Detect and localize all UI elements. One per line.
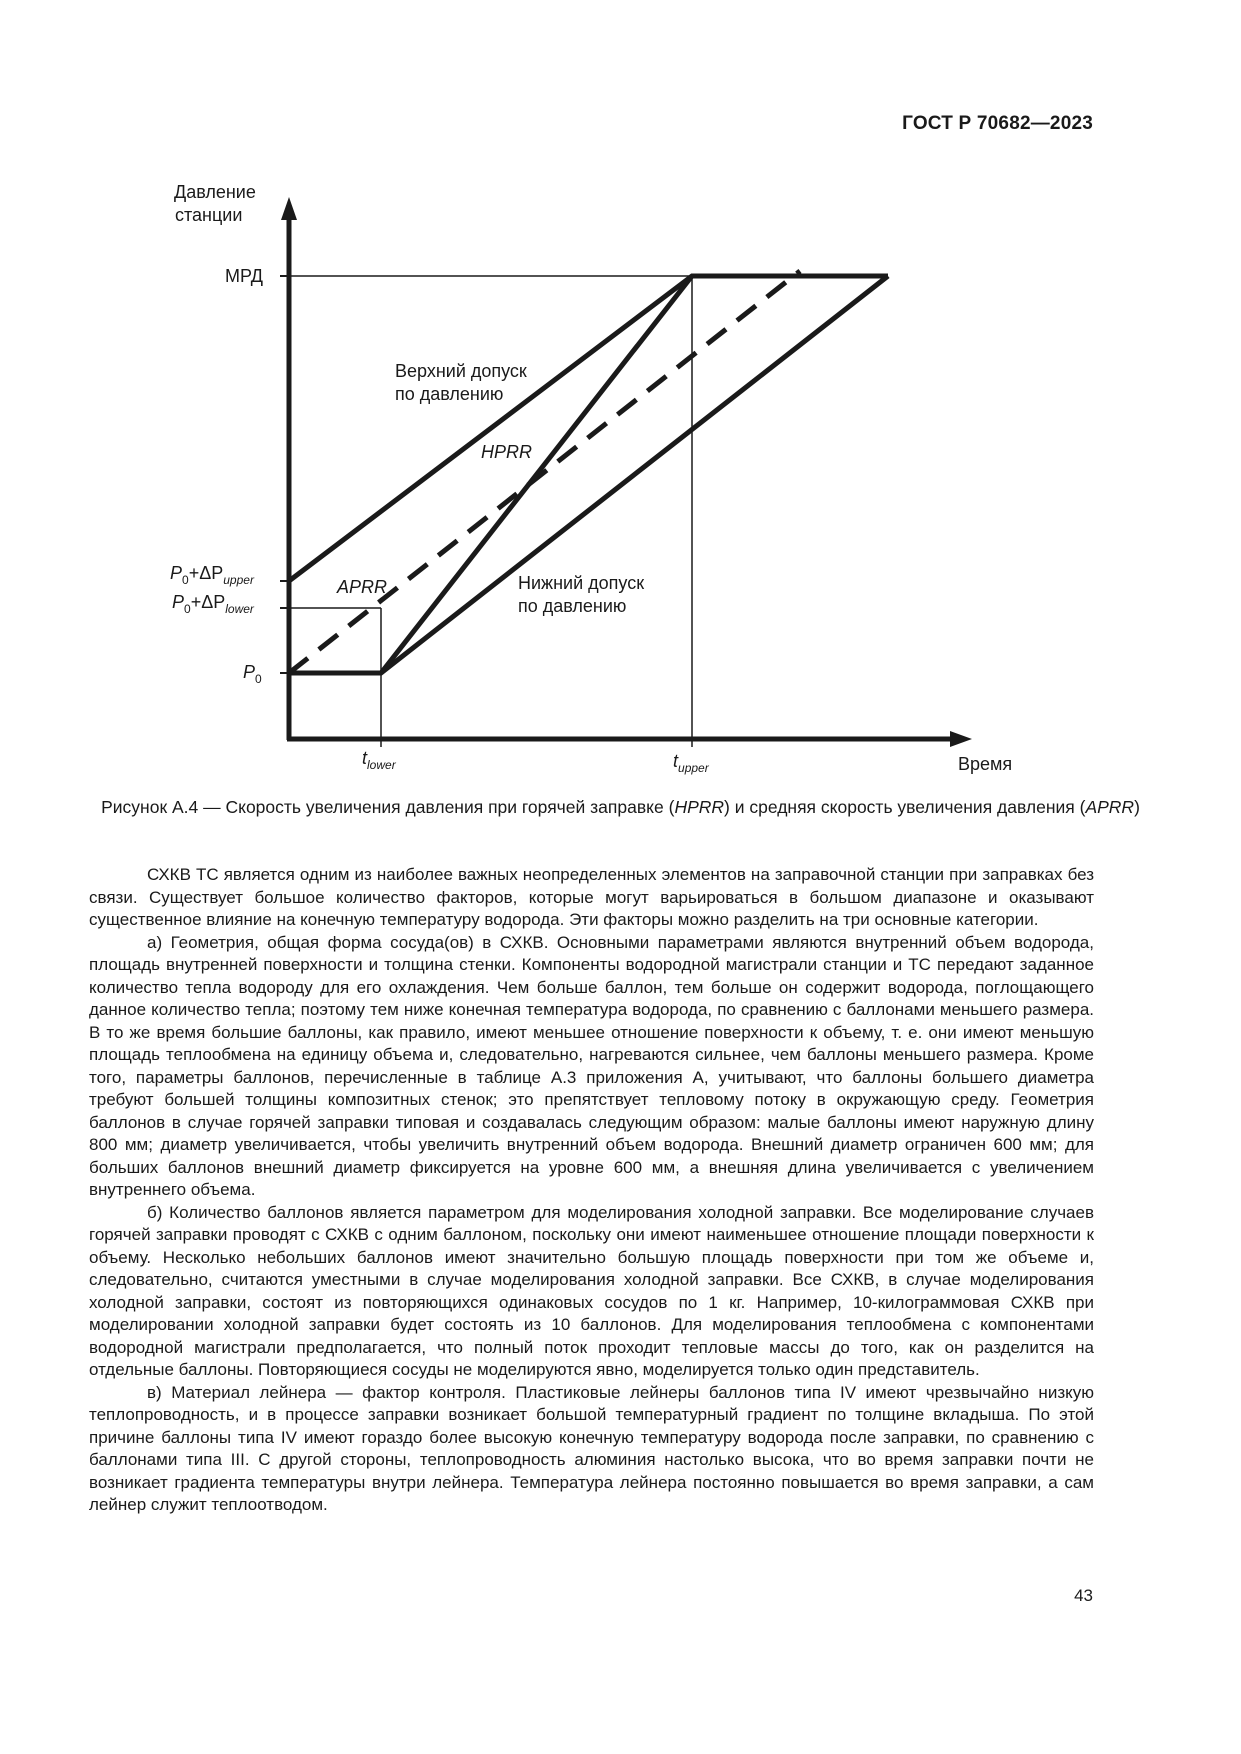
figure-caption: Рисунок А.4 — Скорость увеличения давления при горячей заправке (HPRR) и средняя скорость увеличения давления (APRR) <box>101 797 1140 817</box>
lower-tolerance-label-line1: Нижний допуск <box>518 573 645 593</box>
t-upper-label: $t_{upper}$ <box>673 751 709 775</box>
paragraph-intro: СХКВ ТС является одним из наиболее важных неопределенных элементов на заправочной станции при заправках без связи. Существует большое количество факторов, которые могут варьироваться в большом диапазоне и оказывают существенное влияние на конечную температуру водорода. Эти факторы можно разделить на три основные категории. <box>89 865 1094 929</box>
t-lower-label: $t_{lower}$ <box>362 748 396 772</box>
aprr-label: APRR <box>337 577 388 597</box>
pressure-time-diagram <box>0 0 1241 790</box>
upper-tolerance-label-line2: по давлению <box>395 384 504 404</box>
p0-lower-label: $P_0+\Delta P_{lower}$ <box>172 592 254 616</box>
paragraph-c-liner-material: в) Материал лейнера — фактор контроля. Пластиковые лейнеры баллонов типа IV имеют чрезвычайно низкую теплопроводность, и в процессе заправки возникает большой температурный градиент по толщине вкладыша. По этой причине баллоны типа IV имеют гораздо более высокую конечную температуру водорода после заправки, по сравнению с баллонами типа III. С другой стороны, теплопроводность алюминия настолько высока, что во время заправки почти не возникает градиента температуры внутри лейнера. Температура лейнера постоянно повышается во время заправки, а сам лейнер служит теплоотводом. <box>89 1382 1094 1514</box>
y-axis-arrow-icon <box>281 197 297 220</box>
x-axis-label: Время <box>958 754 1013 774</box>
y-axis-label-line2: станции <box>175 205 243 225</box>
x-axis-arrow-icon <box>950 731 972 747</box>
hprr-label: HPRR <box>481 442 533 462</box>
upper-tolerance-label-line1: Верхний допуск <box>395 361 527 381</box>
page-number: 43 <box>1074 1586 1093 1605</box>
paragraph-a-geometry: а) Геометрия, общая форма сосуда(ов) в СХКВ. Основными параметрами являются внутренний объем водорода, площадь внутренней поверхности и толщина стенки. Компоненты водородной магистрали станции и ТС передают заданное количество тепла водороду для его охлаждения. Чем больше баллон, тем больше он содержит водорода, поглощающего данное количество тепла; поэтому тем ниже конечная температура водорода, по сравнению с баллонами меньшего размера. В то же время большие баллоны, как правило, имеют меньшее отношение поверхности к объему, т. е. они имеют меньшую площадь теплообмена на единицу объема и, следовательно, нагреваются сильнее, чем баллоны меньшего размера. Кроме того, параметры баллонов, перечисленные в таблице А.3 приложения А, учитывают, что баллоны большего диаметра требуют большей толщины композитных стенок; это препятствует тепловому потоку в окружающую среду. Геометрия баллонов в случае горячей заправки типовая и создавалась следующим образом: малые баллоны имеют наружную длину 800 мм; диаметр увеличивается, чтобы увеличить внутренний объем водорода. Внешний диаметр ограничен 600 мм; для больших баллонов внешний диаметр фиксируется на уровне 600 мм, а внешняя длина увеличивается с увеличением внутреннего объема. <box>89 932 1094 1199</box>
paragraph-b-cylinder-count: б) Количество баллонов является параметром для моделирования холодной заправки. Все моделирование случаев горячей заправки проводят с СХКВ с одним баллоном, поскольку они имеют наименьшее отношение площади поверхности к объему. Несколько небольших баллонов имеют значительно большую площадь поверхности при том же объеме и, следовательно, считаются уместными в случае моделирования холодной заправки. Все СХКВ, в случае моделирования холодной заправки, состоят из повторяющихся одинаковых сосудов по 1 кг. Например, 10-килограммовая СХКВ при моделировании холодной заправки будет состоять из 10 баллонов. Для моделирования теплообмена с компонентами водородной магистрали предполагается, что полный поток проходит тепловые массы до того, как он разделится на отдельные баллоны. Повторяющиеся сосуды не моделируются явно, моделируется только один представитель. <box>89 1202 1094 1379</box>
p0-label: $P_0$ <box>243 662 262 686</box>
upper-pressure-tolerance-line <box>289 276 888 581</box>
document-standard-header: ГОСТ Р 70682—2023 <box>902 113 1093 134</box>
lower-tolerance-label-line2: по давлению <box>518 596 627 616</box>
p0-upper-label: $P_0+\Delta P_{upper}$ <box>170 563 254 587</box>
y-axis-label-line1: Давление <box>174 182 256 202</box>
mrd-label: МРД <box>225 266 263 286</box>
body-text <box>89 864 1094 1517</box>
